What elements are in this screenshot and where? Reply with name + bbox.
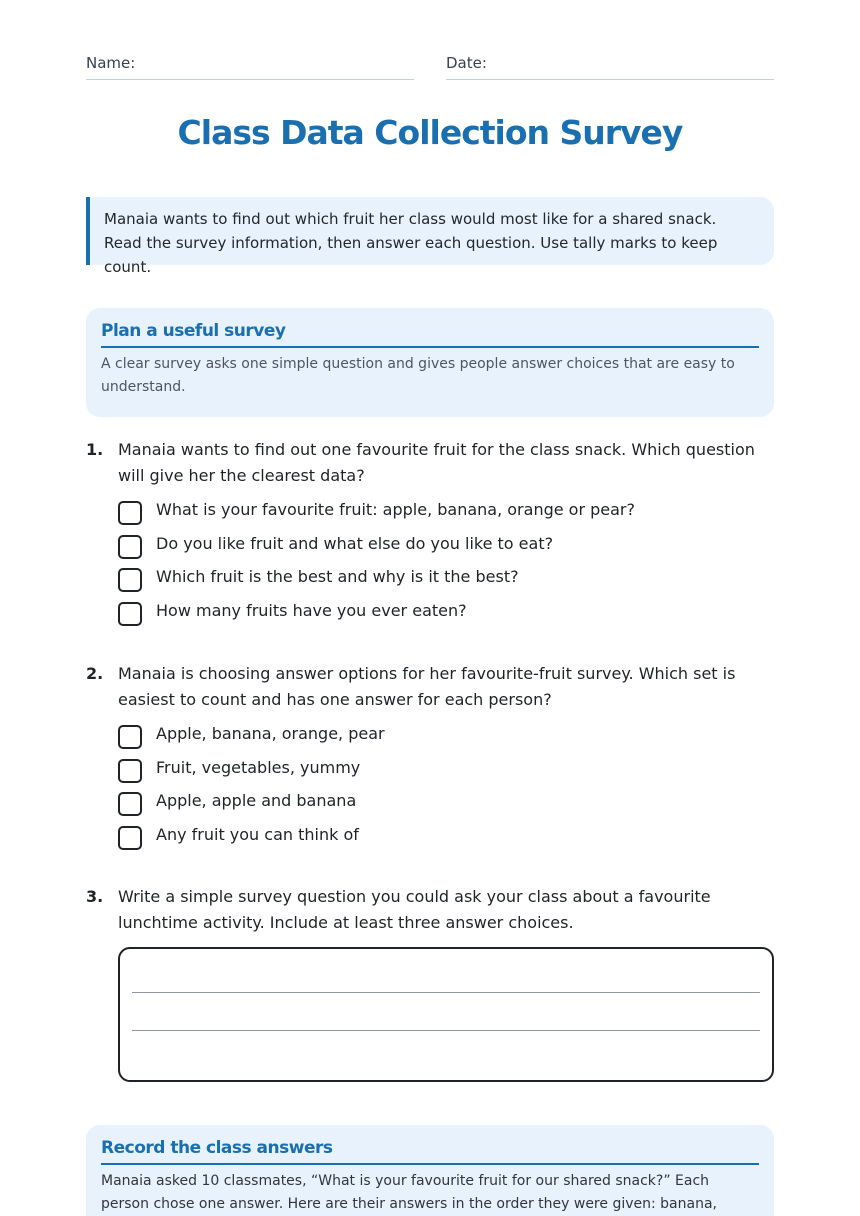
name-label: Name: xyxy=(86,54,136,72)
name-field[interactable] xyxy=(86,54,414,80)
plan-section-text: A clear survey asks one simple question and gives people answer choices that are easy to understand. xyxy=(101,356,735,395)
worksheet-header xyxy=(86,54,774,80)
question-number: 1. xyxy=(86,440,104,459)
question-text: Write a simple survey question you could ask your class about a favourite lunchtime activity. Include at least three answer choices. xyxy=(118,887,711,932)
option-label: Any fruit you can think of xyxy=(156,825,359,844)
writing-line xyxy=(132,992,760,993)
question-text: Manaia is choosing answer options for her favourite-fruit survey. Which set is easiest to count and has one answer for each person? xyxy=(118,664,736,709)
page-title: Class Data Collection Survey xyxy=(177,113,683,152)
record-section-title: Record the class answers xyxy=(101,1138,759,1165)
checkbox[interactable] xyxy=(118,725,142,749)
option-label: Apple, apple and banana xyxy=(156,791,357,810)
checkbox[interactable] xyxy=(118,535,142,559)
checkbox[interactable] xyxy=(118,501,142,525)
option-label: Apple, banana, orange, pear xyxy=(156,724,385,743)
checkbox[interactable] xyxy=(118,792,142,816)
checkbox[interactable] xyxy=(118,759,142,783)
question-number: 3. xyxy=(86,887,104,906)
question-1 xyxy=(86,437,774,637)
question-number: 2. xyxy=(86,664,104,683)
checkbox[interactable] xyxy=(118,568,142,592)
date-label: Date: xyxy=(446,54,487,72)
option-label: How many fruits have you ever eaten? xyxy=(156,601,467,620)
option-label: Fruit, vegetables, yummy xyxy=(156,758,361,777)
question-text: Manaia wants to find out one favourite fruit for the class snack. Which question will give her the clearest data? xyxy=(118,440,755,485)
plan-section-title: Plan a useful survey xyxy=(101,321,759,348)
checkbox[interactable] xyxy=(118,826,142,850)
plan-section xyxy=(86,308,774,417)
question-2 xyxy=(86,661,774,861)
intro-callout: Manaia wants to find out which fruit her class would most like for a shared snack. Read the survey information, then answer each question. Use tally marks to keep count. xyxy=(86,197,774,265)
option-label: What is your favourite fruit: apple, banana, orange or pear? xyxy=(156,500,635,519)
record-section xyxy=(86,1125,774,1216)
option-label: Which fruit is the best and why is it the best? xyxy=(156,567,519,586)
checkbox[interactable] xyxy=(118,602,142,626)
question-3 xyxy=(86,884,774,940)
record-section-text: Manaia asked 10 classmates, “What is your favourite fruit for our shared snack?” Each person chose one answer. Here are their answers in the order they were given: banana, xyxy=(101,1173,717,1212)
written-answer-box[interactable] xyxy=(118,947,774,1082)
writing-line xyxy=(132,1030,760,1031)
option-label: Do you like fruit and what else do you like to eat? xyxy=(156,534,554,553)
date-field[interactable] xyxy=(446,54,774,80)
